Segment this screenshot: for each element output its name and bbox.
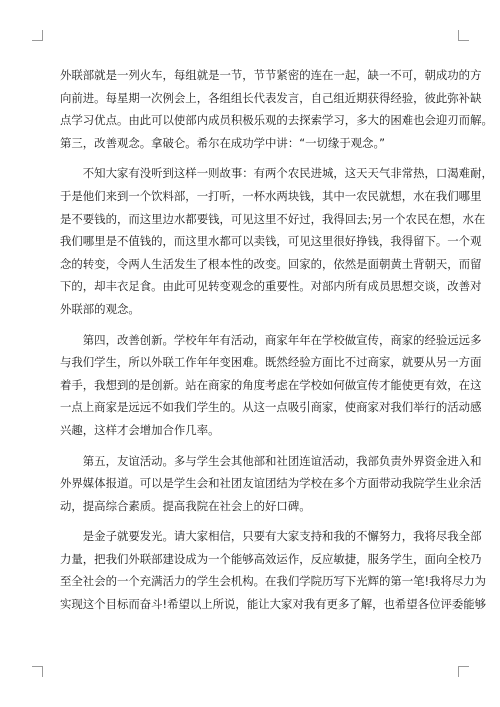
crop-mark-bottom-right [458,666,469,677]
text-line: 外联部就是一列火车，每组就是一节，节节紧密的连在一起，缺一不可，朝成功的方 [60,68,482,82]
text-line: 第四，改善创新。学校年年有活动，商家年年在学校做宣传，商家的经验远远多 [60,332,482,347]
crop-mark-top-right [458,30,469,41]
text-line: 兴趣，这样才会增加合作几率。 [60,422,220,437]
text-line: 至全社会的一个充满活力的学生会机构。在我们学院历写下光辉的第一笔!我将尽力为 [60,574,487,589]
body-text [60,64,493,616]
text-line: 力量，把我们外联部建设成为一个能够高效运作，反应敏捷，服务学生，面向全校乃 [60,551,482,566]
text-line: 是不要钱的，而这里边水都要钱，可见这里不好过，我得回去;另一个农民在想，水在 [60,211,486,226]
paragraph [60,64,493,154]
text-line: 于是他们来到一个饮料部，一打听，一杯水两块钱，其中一农民就想，水在我们哪里 [60,188,482,203]
paragraph [60,162,493,320]
text-line: 第五，友谊活动。多与学生会其他部和社团连谊活动，我部负责外界资金进入和 [60,453,482,468]
text-line: 外界媒体报道。可以是学生会和社团友谊团结为学校在多个方面带动我院学生业余活 [60,476,482,491]
text-line: 与我们学生，所以外联工作年年变困难。既然经验方面比不过商家，就要从另一方面 [60,355,482,370]
text-line: 是金子就要发光。请大家相信，只要有大家支持和我的不懈努力，我将尽我全部 [60,529,482,544]
text-line: 不知大家有没听到这样一则故事：有两个农民进城，这天天气非常热，口渴难耐， [60,166,493,181]
paragraph [60,450,482,518]
paragraph [60,329,482,442]
text-line: 第三，改善观念。拿破仑。希尔在成功学中讲：“一切缘于观念。” [60,135,386,150]
text-line: 念的转变，令两人生活发生了根本性的改变。回家的，依然是面朝黄土背朝天，而留 [60,256,482,271]
text-line: 下的，却丰衣足食。由此可见转变观念的重要性。对部内所有成员思想交谈，改善对 [60,279,482,294]
text-line: 动，提高综合素质。提高我院在社会上的好口碑。 [60,498,311,513]
paragraph [60,525,487,615]
text-line: 我们哪里是不值钱的，而这里水都可以卖钱，可见这里很好挣钱，我得留下。一个观 [60,234,482,249]
crop-mark-top-left [32,30,43,41]
text-line: 着手，我想到的是创新。站在商家的角度考虑在学校如何做宣传才能使更有效，在这 [60,377,482,392]
crop-mark-bottom-left [32,666,43,677]
text-line: 点学习优点。由此可以使部内成员积极乐观的去探索学习，多大的困难也会迎刃而解。 [60,113,493,128]
text-line: 外联部的观念。 [60,301,140,316]
text-line: 向前进。每星期一次例会上，各组组长代表发言，自己组近期获得经验，彼此弥补缺 [60,90,482,105]
text-line: 一点上商家是远远不如我们学生的。从这一点吸引商家，使商家对我们举行的活动感 [60,400,482,415]
text-line: 实现这个目标而奋斗!希望以上所说，能让大家对我有更多了解，也希望各位评委能够 [60,597,487,612]
